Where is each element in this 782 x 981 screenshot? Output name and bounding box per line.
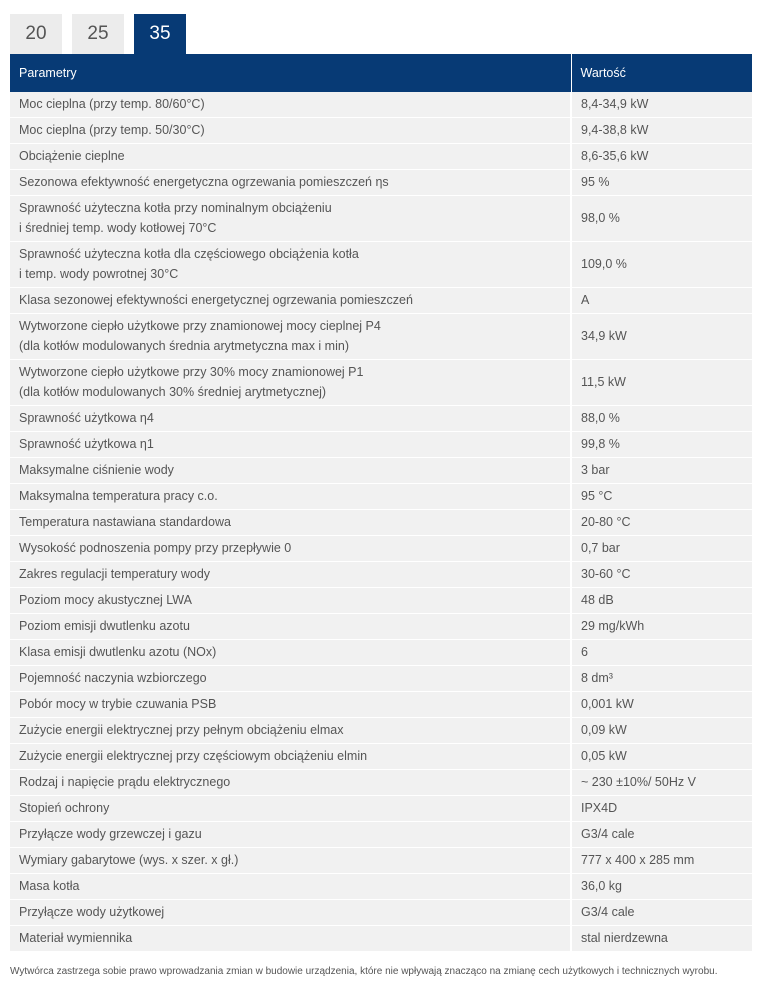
- parameter-value: stal nierdzewna: [571, 926, 752, 952]
- column-header-parameters: Parametry: [10, 54, 571, 92]
- parameter-value: 11,5 kW: [571, 360, 752, 406]
- parameter-value: 0,7 bar: [571, 536, 752, 562]
- parameter-name-line: i średniej temp. wody kotłowej 70°C: [19, 221, 217, 235]
- parameter-name: [10, 144, 571, 170]
- parameter-name: [10, 770, 571, 796]
- parameter-value: A: [571, 288, 752, 314]
- parameter-name: [10, 692, 571, 718]
- parameter-name-line: Obciążenie cieplne: [19, 149, 125, 163]
- parameter-name: [10, 926, 571, 952]
- parameter-value: 777 x 400 x 285 mm: [571, 848, 752, 874]
- tab-35[interactable]: 35: [134, 14, 186, 54]
- parameter-value: 95 %: [571, 170, 752, 196]
- parameter-name: [10, 360, 571, 406]
- parameter-name: [10, 614, 571, 640]
- parameter-value: 34,9 kW: [571, 314, 752, 360]
- parameter-name-line: Pobór mocy w trybie czuwania PSB: [19, 697, 217, 711]
- table-row: [10, 588, 752, 614]
- parameter-name: [10, 588, 571, 614]
- table-row: [10, 144, 752, 170]
- parameter-name-line: Zużycie energii elektrycznej przy pełnym obciążeniu elmax: [19, 723, 344, 737]
- parameter-name-line: Rodzaj i napięcie prądu elektrycznego: [19, 775, 231, 789]
- parameter-name-line: Materiał wymiennika: [19, 931, 133, 945]
- parameter-name: [10, 640, 571, 666]
- parameter-value: G3/4 cale: [571, 900, 752, 926]
- parameter-name-line: Maksymalna temperatura pracy c.o.: [19, 489, 218, 503]
- parameter-value: 0,05 kW: [571, 744, 752, 770]
- table-row: [10, 848, 752, 874]
- parameter-value: 8,6-35,6 kW: [571, 144, 752, 170]
- parameter-name-line: Przyłącze wody grzewczej i gazu: [19, 827, 202, 841]
- parameter-value: 109,0 %: [571, 242, 752, 288]
- parameter-value: 98,0 %: [571, 196, 752, 242]
- parameter-name-line: Wysokość podnoszenia pompy przy przepływie 0: [19, 541, 292, 555]
- table-row: [10, 796, 752, 822]
- table-row: [10, 92, 752, 118]
- disclaimer-note: Wytwórca zastrzega sobie prawo wprowadzania zmian w budowie urządzenia, które nie wpływają znacząco na zmianę cech użytkowych i technicznych wyrobu.: [10, 966, 718, 977]
- table-row: [10, 288, 752, 314]
- parameter-value: 95 °C: [571, 484, 752, 510]
- parameter-value: 8,4-34,9 kW: [571, 92, 752, 118]
- table-row: [10, 900, 752, 926]
- tab-25[interactable]: 25: [72, 14, 124, 54]
- parameter-name-line: Pojemność naczynia wzbiorczego: [19, 671, 207, 685]
- table-row: [10, 614, 752, 640]
- parameter-name-line: Zakres regulacji temperatury wody: [19, 567, 211, 581]
- parameter-name-line: Przyłącze wody użytkowej: [19, 905, 165, 919]
- table-header-row: [10, 54, 752, 92]
- parameter-name-line: Wytworzone ciepło użytkowe przy znamionowej mocy cieplnej P4: [19, 319, 381, 333]
- table-row: [10, 458, 752, 484]
- parameter-name-line: (dla kotłów modulowanych 30% średniej arytmetycznej): [19, 385, 327, 399]
- parameter-name-line: Moc cieplna (przy temp. 50/30°C): [19, 123, 205, 137]
- table-row: [10, 484, 752, 510]
- parameter-name: [10, 288, 571, 314]
- parameter-value: 36,0 kg: [571, 874, 752, 900]
- table-row: [10, 666, 752, 692]
- table-row: [10, 196, 752, 242]
- parameter-value: 6: [571, 640, 752, 666]
- parameter-value: 30-60 °C: [571, 562, 752, 588]
- table-row: [10, 536, 752, 562]
- parameter-name: [10, 242, 571, 288]
- table-row: [10, 874, 752, 900]
- table-row: [10, 744, 752, 770]
- parameter-name-line: Sprawność użyteczna kotła dla częściowego obciążenia kotła: [19, 247, 359, 261]
- parameter-name-line: Poziom mocy akustycznej LWA: [19, 593, 192, 607]
- table-body: [10, 92, 752, 952]
- table-row: [10, 692, 752, 718]
- table-row: [10, 640, 752, 666]
- parameter-name: [10, 314, 571, 360]
- parameter-name-line: Klasa sezonowej efektywności energetycznej ogrzewania pomieszczeń: [19, 293, 413, 307]
- parameter-name-line: Sprawność użytkowa η4: [19, 411, 154, 425]
- parameter-name-line: Poziom emisji dwutlenku azotu: [19, 619, 190, 633]
- parameter-value: ~ 230 ±10%/ 50Hz V: [571, 770, 752, 796]
- parameter-name-line: Stopień ochrony: [19, 801, 110, 815]
- tab-20[interactable]: 20: [10, 14, 62, 54]
- table-row: [10, 432, 752, 458]
- parameter-name: [10, 562, 571, 588]
- parameter-value: IPX4D: [571, 796, 752, 822]
- model-tabs: [10, 14, 752, 54]
- parameter-name-line: Temperatura nastawiana standardowa: [19, 515, 231, 529]
- parameter-name: [10, 196, 571, 242]
- parameter-value: 99,8 %: [571, 432, 752, 458]
- parameter-name-line: Sprawność użytkowa η1: [19, 437, 154, 451]
- parameter-name: [10, 744, 571, 770]
- parameter-name-line: Klasa emisji dwutlenku azotu (NOx): [19, 645, 217, 659]
- parameter-name: [10, 874, 571, 900]
- parameter-name-line: Masa kotła: [19, 879, 80, 893]
- parameter-name: [10, 118, 571, 144]
- parameter-name-line: Sezonowa efektywność energetyczna ogrzewania pomieszczeń ηs: [19, 175, 389, 189]
- parameter-value: 8 dm³: [571, 666, 752, 692]
- parameter-name-line: Moc cieplna (przy temp. 80/60°C): [19, 97, 205, 111]
- parameter-name: [10, 484, 571, 510]
- parameter-name-line: (dla kotłów modulowanych średnia arytmetyczna max i min): [19, 339, 349, 353]
- parameter-name: [10, 848, 571, 874]
- table-row: [10, 822, 752, 848]
- parameter-value: 0,001 kW: [571, 692, 752, 718]
- table-row: [10, 360, 752, 406]
- table-row: [10, 926, 752, 952]
- parameter-value: G3/4 cale: [571, 822, 752, 848]
- parameters-table: [10, 54, 752, 952]
- parameter-value: 88,0 %: [571, 406, 752, 432]
- table-row: [10, 170, 752, 196]
- table-row: [10, 314, 752, 360]
- table-row: [10, 718, 752, 744]
- parameter-name: [10, 458, 571, 484]
- parameter-name: [10, 92, 571, 118]
- parameter-value: 0,09 kW: [571, 718, 752, 744]
- table-row: [10, 510, 752, 536]
- table-row: [10, 770, 752, 796]
- parameter-name: [10, 170, 571, 196]
- parameter-name-line: Zużycie energii elektrycznej przy częściowym obciążeniu elmin: [19, 749, 368, 763]
- table-row: [10, 118, 752, 144]
- table-row: [10, 406, 752, 432]
- parameter-value: 29 mg/kWh: [571, 614, 752, 640]
- parameter-value: 48 dB: [571, 588, 752, 614]
- parameter-name-line: Maksymalne ciśnienie wody: [19, 463, 174, 477]
- column-header-value: Wartość: [571, 54, 752, 92]
- parameter-value: 3 bar: [571, 458, 752, 484]
- parameter-name: [10, 718, 571, 744]
- parameter-name: [10, 536, 571, 562]
- parameter-name: [10, 900, 571, 926]
- table-row: [10, 562, 752, 588]
- parameter-name-line: Wymiary gabarytowe (wys. x szer. x gł.): [19, 853, 239, 867]
- parameter-name: [10, 796, 571, 822]
- table-row: [10, 242, 752, 288]
- parameter-value: 9,4-38,8 kW: [571, 118, 752, 144]
- parameter-name: [10, 822, 571, 848]
- parameter-name-line: i temp. wody powrotnej 30°C: [19, 267, 179, 281]
- parameter-name: [10, 666, 571, 692]
- parameter-name: [10, 432, 571, 458]
- parameter-name: [10, 406, 571, 432]
- parameter-name-line: Wytworzone ciepło użytkowe przy 30% mocy znamionowej P1: [19, 365, 364, 379]
- parameter-value: 20-80 °C: [571, 510, 752, 536]
- parameter-name-line: Sprawność użyteczna kotła przy nominalnym obciążeniu: [19, 201, 332, 215]
- parameter-name: [10, 510, 571, 536]
